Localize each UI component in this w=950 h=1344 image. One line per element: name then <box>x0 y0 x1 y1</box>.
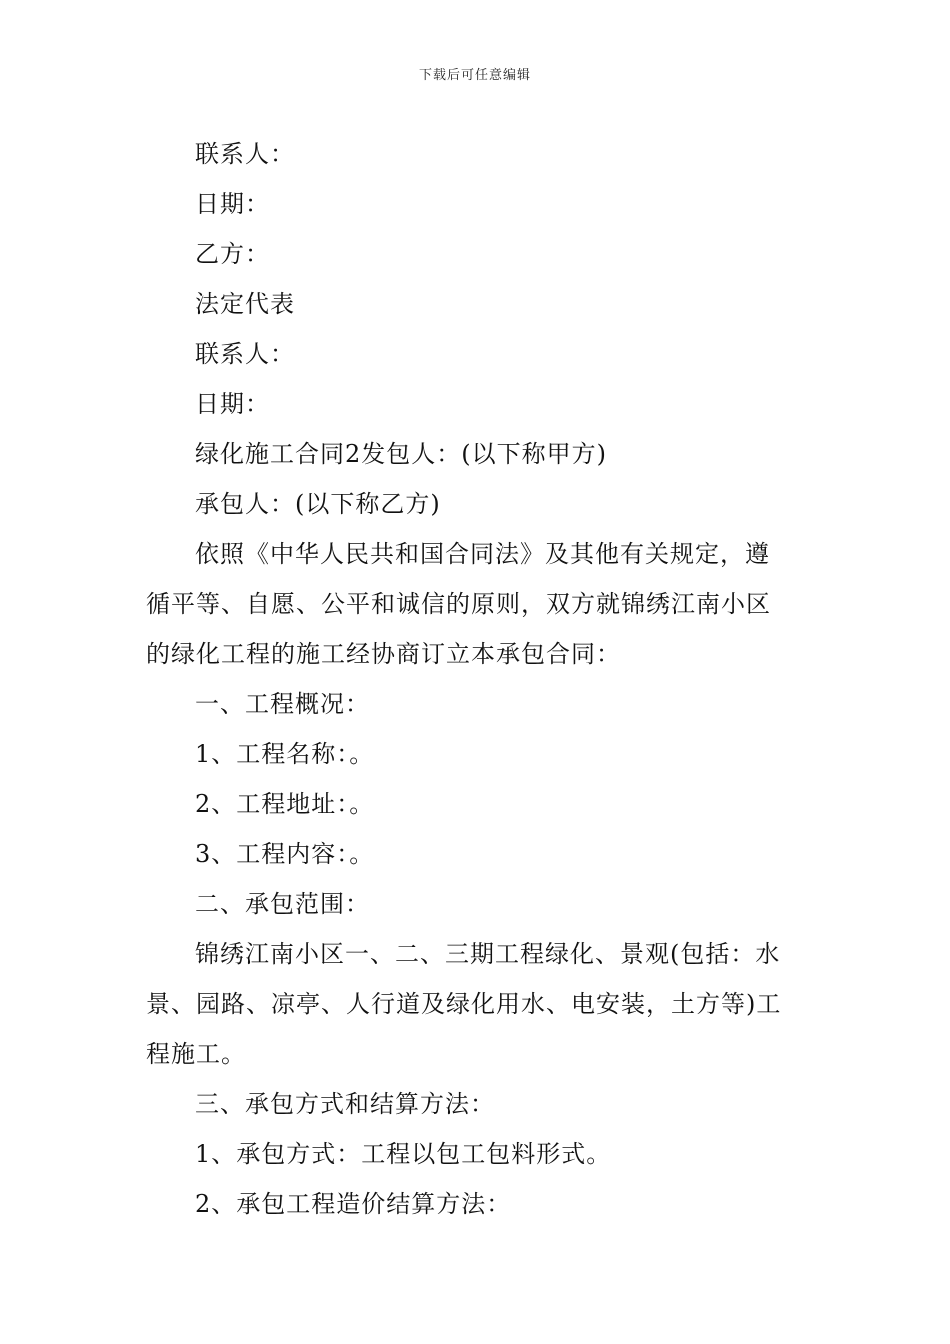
settlement-method-item: 2、承包工程造价结算方法： <box>195 1190 512 1218</box>
contract-title-line: 绿化施工合同2发包人：(以下称甲方) <box>195 440 607 468</box>
scope-line-3: 程施工。 <box>146 1040 246 1068</box>
section-2-heading: 二、承包范围： <box>195 890 370 918</box>
project-content-item: 3、工程内容：。 <box>195 840 375 868</box>
legal-representative-line: 法定代表 <box>195 290 295 318</box>
preamble-line-3: 的绿化工程的施工经协商订立本承包合同： <box>146 640 621 668</box>
scope-line-2: 景、园路、凉亭、人行道及绿化用水、电安装，土方等)工 <box>146 990 782 1018</box>
preamble-line-1: 依照《中华人民共和国合同法》及其他有关规定，遵 <box>195 540 770 568</box>
contract-method-item: 1、承包方式：工程以包工包料形式。 <box>195 1140 612 1168</box>
project-address-item: 2、工程地址：。 <box>195 790 375 818</box>
section-1-heading: 一、工程概况： <box>195 690 370 718</box>
party-b-line: 乙方： <box>195 240 270 268</box>
date-line-a: 日期： <box>195 190 270 218</box>
section-3-heading: 三、承包方式和结算方法： <box>195 1090 495 1118</box>
document-body <box>146 129 816 1229</box>
contractor-line: 承包人：(以下称乙方) <box>195 490 441 518</box>
date-line-b: 日期： <box>195 390 270 418</box>
project-name-item: 1、工程名称：。 <box>195 740 375 768</box>
header-note: 下载后可任意编辑 <box>418 68 531 83</box>
contact-person-line-a: 联系人： <box>195 140 295 168</box>
scope-line-1: 锦绣江南小区一、二、三期工程绿化、景观(包括：水 <box>195 940 781 968</box>
contact-person-line-b: 联系人： <box>195 340 295 368</box>
preamble-line-2: 循平等、自愿、公平和诚信的原则，双方就锦绣江南小区 <box>146 590 771 618</box>
